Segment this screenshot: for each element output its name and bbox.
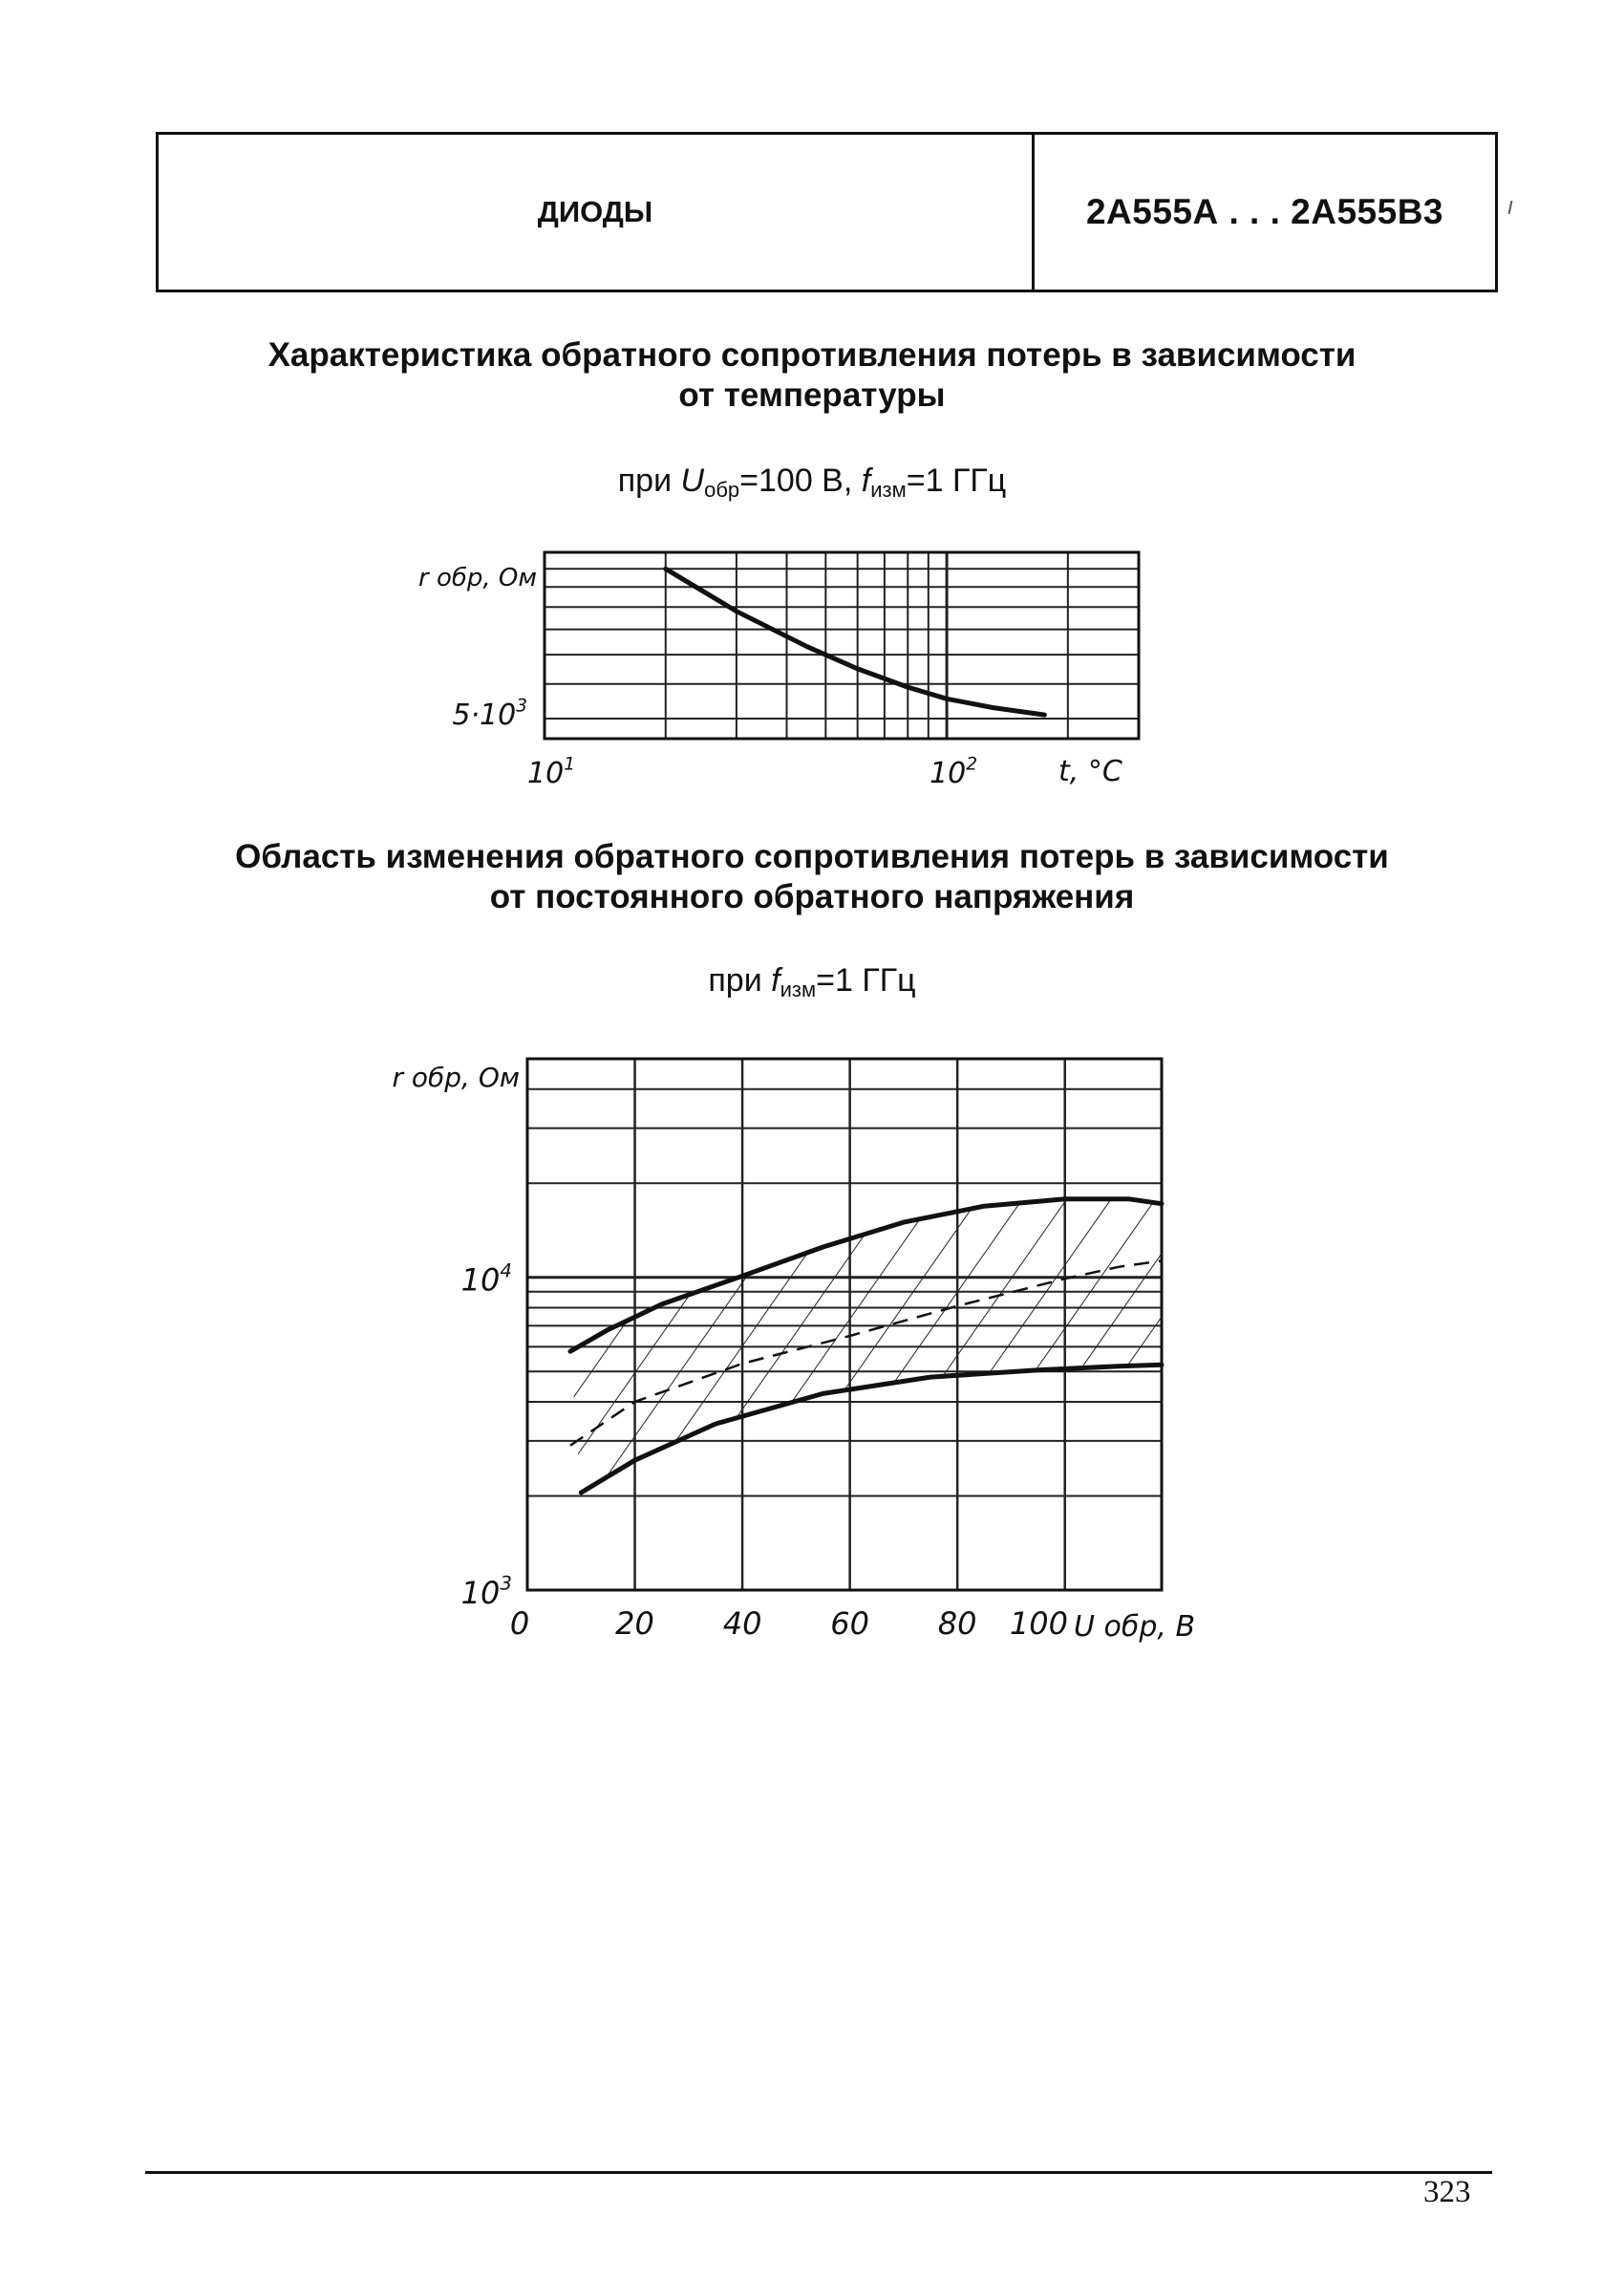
- chart1-condition-prefix: при: [617, 462, 681, 499]
- footer-rule: [145, 2171, 1492, 2174]
- chart2-x-tick-label: 20: [615, 1605, 654, 1642]
- chart1-x-tick-label-base: 10: [527, 757, 565, 790]
- page-number: 323: [1423, 2175, 1471, 2209]
- chart2-y-tick-label-exponent: 4: [500, 1259, 512, 1282]
- chart2-ylabel: r обр, Ом: [392, 1062, 520, 1093]
- chart2-condition-f-value: =1 ГГц: [816, 962, 916, 999]
- chart1-condition-f-subscript: изм: [870, 478, 907, 502]
- chart1-ylabel: r обр, Ом: [417, 564, 537, 592]
- chart2-y-tick-label: [461, 1259, 512, 1298]
- chart1-condition-u-subscript: обр: [704, 478, 740, 502]
- chart2-x-tick-label: 100: [1009, 1605, 1068, 1642]
- chart2-x-tick-label: 80: [937, 1605, 977, 1642]
- chart1-x-tick-label-base: 10: [930, 757, 967, 790]
- chart1-x-tick-label-exponent: 1: [564, 754, 576, 775]
- chart2-y-tick-label-exponent: 3: [500, 1572, 512, 1595]
- chart2-xlabel: U обр, В: [1074, 1610, 1196, 1644]
- chart2-title-line2: от постоянного обратного напряжения: [489, 878, 1135, 915]
- chart1-x-tick-label-exponent: 2: [966, 754, 978, 775]
- chart1-xlabel: t, °C: [1058, 755, 1122, 788]
- chart2-y-tick-label: [461, 1573, 512, 1611]
- chart2-condition-f-symbol: f: [771, 962, 780, 999]
- chart2-title-line1: Область изменения обратного сопротивления потерь в зависимости: [235, 838, 1389, 875]
- chart2-y-tick-label-base: 10: [460, 1575, 501, 1611]
- chart1-condition-u-symbol: U: [680, 462, 705, 499]
- chart2-x-tick-label: 0: [509, 1605, 530, 1642]
- chart2-x-tick-label: 60: [830, 1605, 869, 1642]
- chart1-y-tick-label-base: 5·10: [452, 699, 517, 733]
- chart2-condition-f-subscript: изм: [780, 978, 817, 1001]
- chart1-y-tick-label-exponent: 3: [516, 696, 527, 717]
- chart1-condition-f-symbol: f: [861, 462, 871, 499]
- chart2-y-tick-label-base: 10: [460, 1261, 501, 1299]
- chart1-title-line2: от температуры: [678, 376, 946, 414]
- header-category: ДИОДЫ: [537, 195, 653, 228]
- header-part-range: 2А555А . . . 2А555В3: [1085, 192, 1444, 231]
- chart1-title-line1: Характеристика обратного сопротивления потерь в зависимости: [267, 336, 1357, 374]
- chart2-x-tick-label: 40: [722, 1605, 762, 1642]
- chart2-condition-prefix: при: [708, 962, 772, 999]
- chart1-condition-u-value: =100 В,: [739, 462, 862, 499]
- chart1-condition-f-value: =1 ГГц: [906, 462, 1007, 499]
